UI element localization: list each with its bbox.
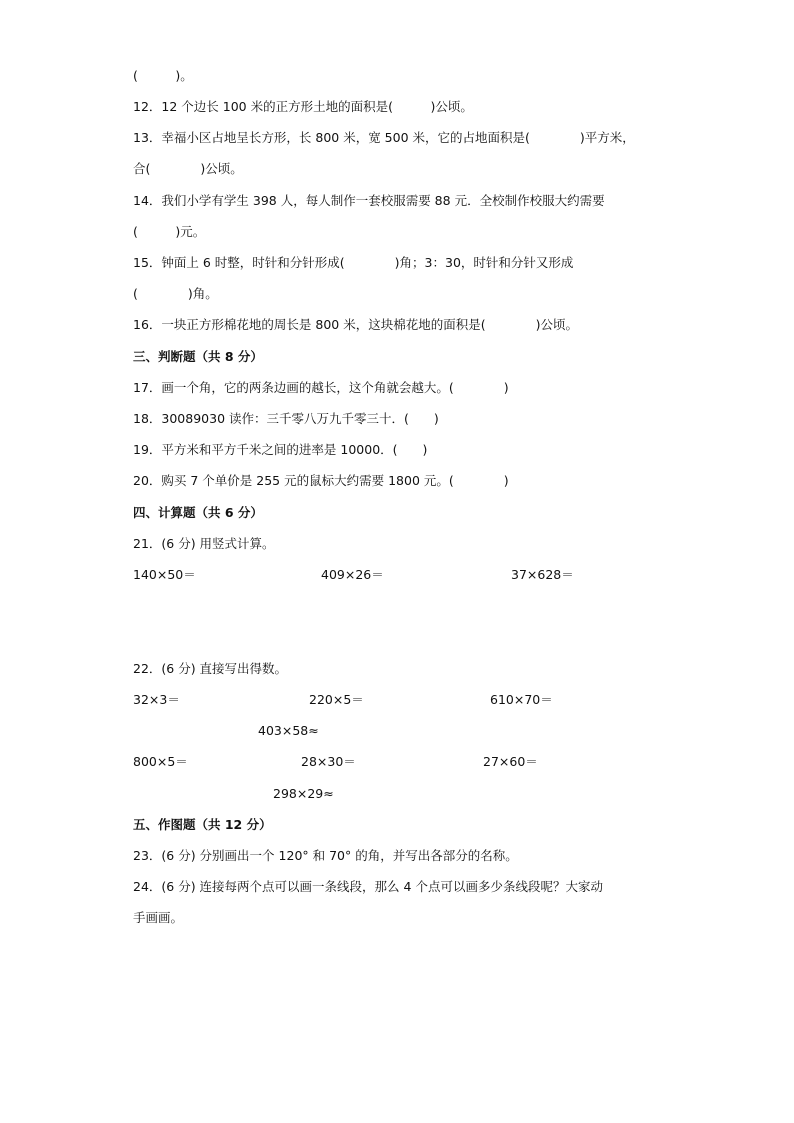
calc-22-e: 800×5＝ <box>133 754 188 769</box>
calc-22-g: 27×60＝ <box>483 754 538 769</box>
calc-22-h: 298×29≈ <box>273 786 334 801</box>
question-13-cont: 合( )公顷。 <box>133 161 243 176</box>
question-18: 18．30089030 读作：三千零八万九千零三十．( ) <box>133 411 439 426</box>
question-23: 23．(6 分) 分别画出一个 120° 和 70° 的角，并写出各部分的名称。 <box>133 848 518 863</box>
question-13: 13．幸福小区占地呈长方形，长 800 米，宽 500 米，它的占地面积是( )平方米， <box>133 130 635 145</box>
calc-22-f: 28×30＝ <box>301 754 356 769</box>
section-5-heading: 五、作图题（共 12 分） <box>133 817 272 832</box>
calc-22-d: 403×58≈ <box>258 723 319 738</box>
question-19: 19．平方米和平方千米之间的进率是 10000．( ) <box>133 442 428 457</box>
calc-21-b: 409×26＝ <box>321 567 384 582</box>
question-16: 16．一块正方形棉花地的周长是 800 米，这块棉花地的面积是( )公顷。 <box>133 317 578 332</box>
question-24: 24．(6 分) 连接每两个点可以画一条线段，那么 4 个点可以画多少条线段呢？大家动 <box>133 879 603 894</box>
question-14: 14．我们小学有学生 398 人，每人制作一套校服需要 88 元．全校制作校服大约需要 <box>133 193 605 208</box>
section-4-heading: 四、计算题（共 6 分） <box>133 505 263 520</box>
calc-21-c: 37×628＝ <box>511 567 574 582</box>
question-14-cont: ( )元。 <box>133 224 206 239</box>
question-15-cont: ( )角。 <box>133 286 218 301</box>
question-17: 17．画一个角，它的两条边画的越长，这个角就会越大。( ) <box>133 380 509 395</box>
calc-21-a: 140×50＝ <box>133 567 196 582</box>
question-20: 20．购买 7 个单价是 255 元的鼠标大约需要 1800 元。( ) <box>133 473 509 488</box>
section-3-heading: 三、判断题（共 8 分） <box>133 349 263 364</box>
question-24-cont: 手画画。 <box>133 910 184 925</box>
calc-22-b: 220×5＝ <box>309 692 364 707</box>
question-22: 22．(6 分) 直接写出得数。 <box>133 661 288 676</box>
question-21: 21．(6 分) 用竖式计算。 <box>133 536 275 551</box>
question-12: 12．12 个边长 100 米的正方形土地的面积是( )公顷。 <box>133 99 473 114</box>
question-15: 15．钟面上 6 时整，时针和分针形成( )角；3：30，时针和分针又形成 <box>133 255 574 270</box>
line-blank: ( )。 <box>133 68 193 83</box>
calc-22-a: 32×3＝ <box>133 692 180 707</box>
calc-22-c: 610×70＝ <box>490 692 553 707</box>
